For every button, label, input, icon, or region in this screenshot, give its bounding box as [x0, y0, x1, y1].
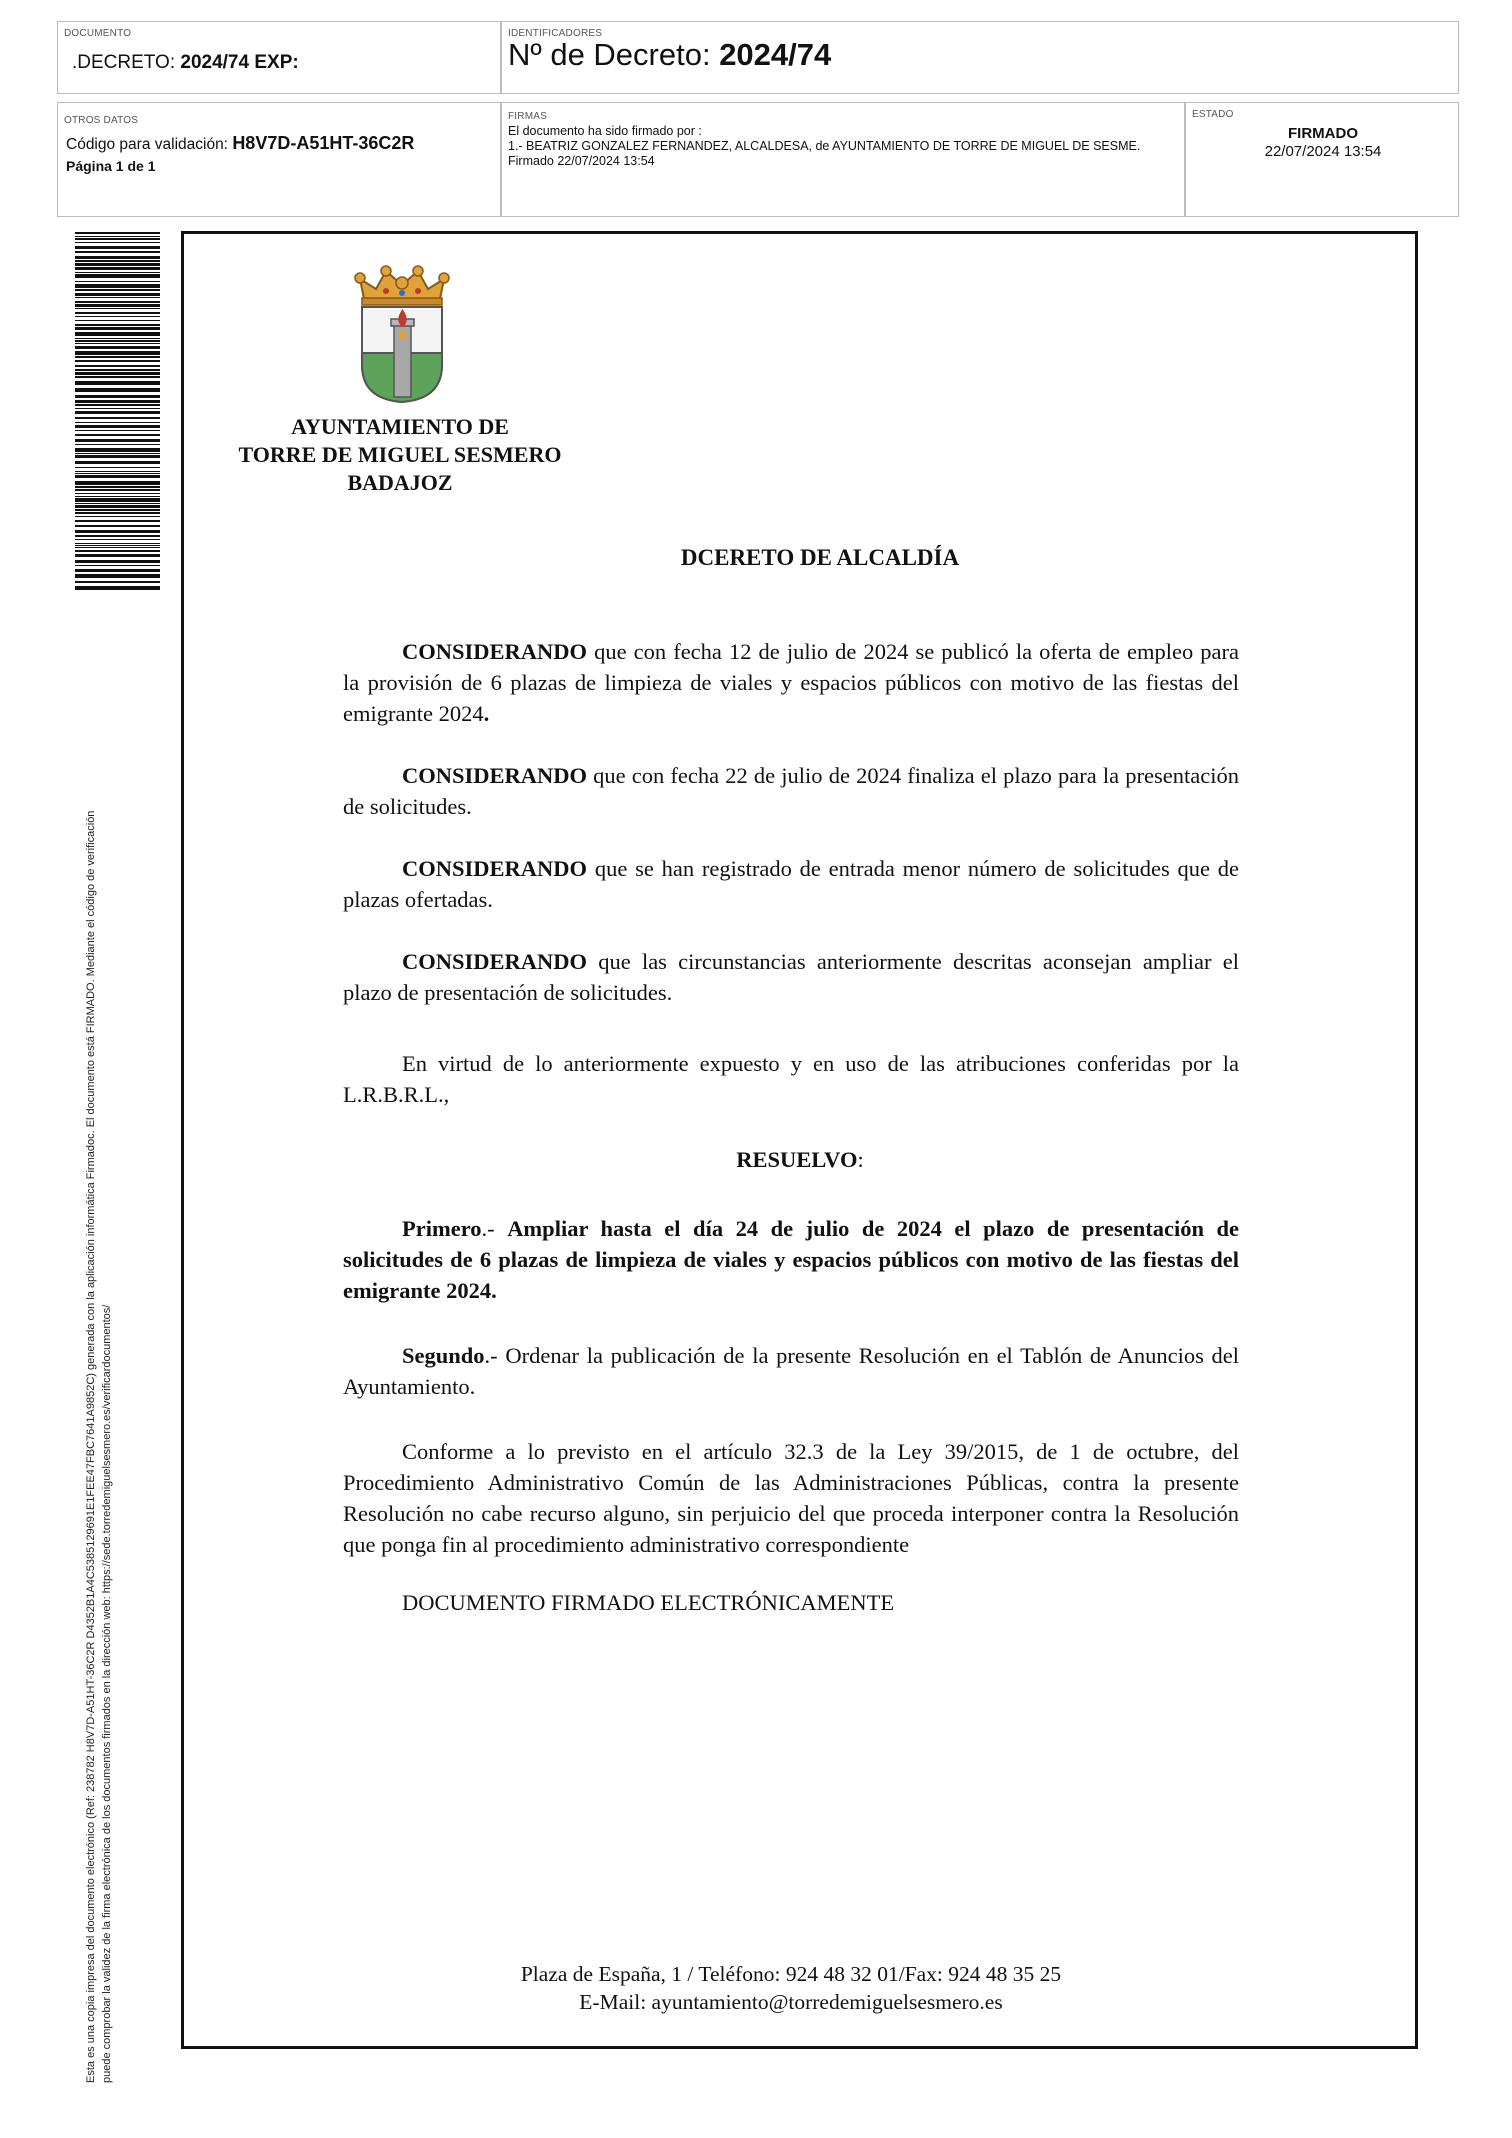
header-cell-documento	[57, 21, 501, 94]
coat-of-arms-icon	[350, 265, 455, 405]
verification-text-line-2: puede comprobar la validez de la firma electrónica de los documentos firmados en la dirección web: https://sede.torredemiguelsesmero.es/verificardocumentos/	[101, 1304, 113, 2083]
paragraph-primero: Primero.- Ampliar hasta el día 24 de julio de 2024 el plazo de presentación de solicitudes de 6 plazas de limpieza de viales y espacios públicos con motivo de las fiestas del emigrante 2024.	[343, 1216, 1239, 1303]
identificadores-caption: IDENTIFICADORES	[508, 28, 603, 39]
header-cell-firmas	[501, 102, 1185, 217]
paragraph-en-virtud: En virtud de lo anteriormente expuesto y en uso de las atribuciones conferidas por la L.R.B.R.L.,	[343, 1051, 1239, 1107]
firmas-caption: FIRMAS	[508, 111, 547, 122]
documento-caption: DOCUMENTO	[64, 28, 132, 39]
footer-address: Plaza de España, 1 / Teléfono: 924 48 32 01/Fax: 924 48 35 25	[520, 1962, 1062, 1986]
otros-datos-caption: OTROS DATOS	[64, 115, 139, 126]
council-name-line-1: AYUNTAMIENTO DE	[291, 414, 509, 439]
signed-electronically-note: DOCUMENTO FIRMADO ELECTRÓNICAMENTE	[402, 1590, 895, 1615]
status-date: 22/07/2024 13:54	[1264, 143, 1382, 160]
firmas-line-3: Firmado 22/07/2024 13:54	[508, 154, 655, 168]
decree-number: Nº de Decreto: 2024/74	[508, 37, 832, 72]
council-name-line-2: TORRE DE MIGUEL SESMERO	[238, 442, 562, 467]
validation-code: Código para validación: H8V7D-A51HT-36C2R	[66, 133, 415, 153]
documento-value: .DECRETO: 2024/74 EXP:	[72, 52, 299, 73]
paragraph-considerando-3: CONSIDERANDO que se han registrado de entrada menor número de solicitudes que de plazas ofertadas.	[343, 856, 1239, 912]
paragraph-considerando-1: CONSIDERANDO que con fecha 12 de julio de 2024 se publicó la oferta de empleo para la provisión de 6 plazas de limpieza de viales y espacios públicos con motivo de las fiestas del emigrante 2024.	[343, 639, 1239, 726]
estado-caption: ESTADO	[1192, 109, 1234, 120]
barcode	[75, 232, 160, 594]
paragraph-segundo: Segundo.- Ordenar la publicación de la presente Resolución en el Tablón de Anuncios del Ayuntamiento.	[343, 1343, 1239, 1399]
verification-text-line-1: Esta es una copia impresa del documento electrónico (Ref: 238782 H8V7D-A51HT-36C2R D4352B1A4C5385129691E1FEE47FBC7641A9852C) generada con la aplicación informática Firmadoc. El documento está FIRMADO. Mediante el código de verificación	[85, 810, 97, 2083]
status-badge: FIRMADO	[1288, 125, 1358, 142]
paragraph-considerando-2: CONSIDERANDO que con fecha 22 de julio de 2024 finaliza el plazo para la presentación de solicitudes.	[343, 763, 1239, 819]
firmas-line-2: 1.- BEATRIZ GONZALEZ FERNANDEZ, ALCALDESA, de AYUNTAMIENTO DE TORRE DE MIGUEL DE SESME.	[508, 139, 1141, 153]
document-title: DCERETO DE ALCALDÍA	[680, 545, 960, 570]
paragraph-conforme: Conforme a lo previsto en el artículo 32.3 de la Ley 39/2015, de 1 de octubre, del Procedimiento Administrativo Común de las Administraciones Públicas, contra la presente Resolución no cabe recurso alguno, sin perjuicio del que proceda interponer contra la Resolución que ponga fin al procedimiento administrativo correspondiente	[343, 1439, 1239, 1557]
page-indicator: Página 1 de 1	[66, 158, 156, 174]
header-cell-estado	[1185, 102, 1459, 217]
resuelvo-heading: RESUELVO:	[736, 1147, 864, 1172]
paragraph-considerando-4: CONSIDERANDO que las circunstancias anteriormente descritas aconsejan ampliar el plazo de presentación de solicitudes.	[343, 949, 1239, 1005]
document-frame	[181, 231, 1418, 2049]
council-province: BADAJOZ	[347, 470, 453, 495]
header-cell-otros-datos	[57, 102, 501, 217]
footer-email: E-Mail: ayuntamiento@torredemiguelsesmero.es	[579, 1990, 1003, 2014]
firmas-line-1: El documento ha sido firmado por :	[508, 124, 702, 138]
header-cell-identificadores	[501, 21, 1459, 94]
